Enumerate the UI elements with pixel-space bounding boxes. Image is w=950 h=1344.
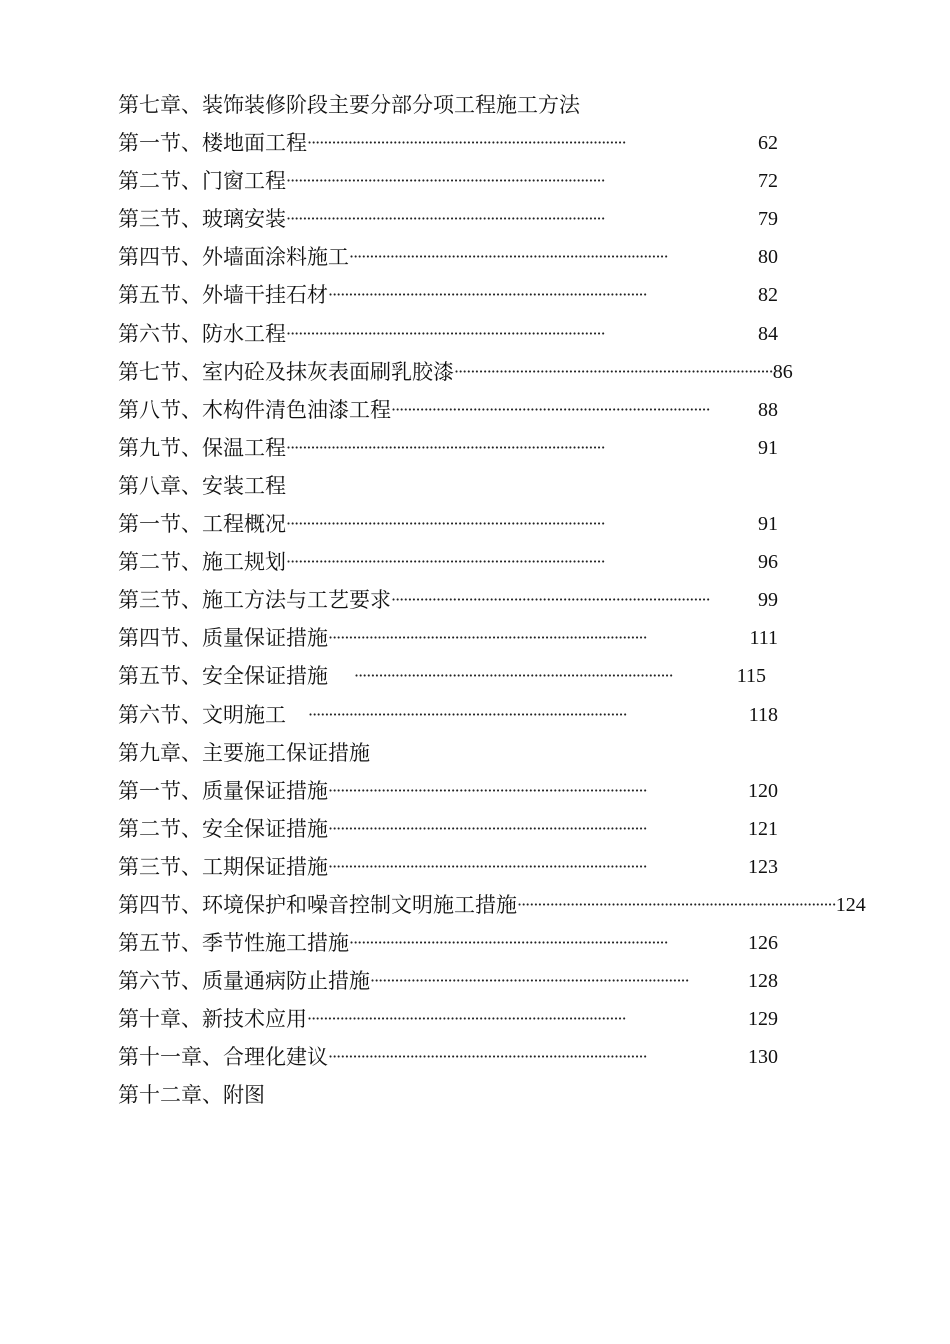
chapter-title: 第七章、装饰装修阶段主要分部分项工程施工方法 — [118, 93, 580, 117]
page-number: 124 — [835, 893, 866, 916]
toc-entry[interactable] — [118, 505, 778, 543]
toc-entry[interactable] — [118, 315, 778, 353]
toc-entry[interactable] — [118, 581, 778, 619]
toc-entry[interactable] — [118, 924, 778, 962]
entry-title: 第六节、防水工程 — [118, 321, 286, 346]
dot-leader: ·············································································· — [286, 437, 605, 457]
toc-entry[interactable] — [118, 962, 778, 1000]
toc-entry[interactable] — [118, 353, 793, 391]
toc-entry[interactable] — [118, 391, 778, 429]
dot-leader: ·············································································· — [391, 590, 710, 610]
dot-leader: ·············································································· — [307, 1009, 626, 1029]
toc-entry[interactable] — [118, 1038, 778, 1076]
page-number: 79 — [758, 208, 778, 231]
chapter-title: 第八章、安装工程 — [118, 473, 286, 498]
dot-leader: ·············································································· — [391, 399, 710, 419]
dot-leader: ·············································································· — [328, 285, 647, 305]
toc-entry[interactable] — [118, 772, 778, 810]
entry-title: 第四节、外墙面涂料施工 — [118, 245, 349, 270]
toc-entry[interactable] — [118, 276, 778, 314]
toc-entry[interactable] — [118, 886, 866, 924]
chapter-title: 第十二章、附图 — [118, 1083, 265, 1108]
entry-title: 第三节、玻璃安装 — [118, 207, 286, 232]
toc-entry[interactable] — [118, 619, 778, 657]
dot-leader: ·············································································· — [517, 894, 836, 914]
entry-title: 第四节、质量保证措施 — [118, 626, 328, 651]
dot-leader: ·············································································· — [454, 361, 773, 381]
toc-entry[interactable] — [118, 429, 778, 467]
entry-title: 第七节、室内砼及抹灰表面刷乳胶漆 — [118, 359, 454, 384]
dot-leader: ·············································································· — [286, 171, 605, 191]
page-number: 129 — [748, 1008, 778, 1031]
page-number: 86 — [772, 360, 793, 383]
entry-title: 第五节、季节性施工措施 — [118, 931, 349, 956]
entry-title: 第十章、新技术应用 — [118, 1007, 307, 1032]
page-number: 120 — [748, 779, 778, 802]
toc-entry[interactable] — [118, 1000, 778, 1038]
entry-title: 第九节、保温工程 — [118, 435, 286, 460]
chapter-heading — [118, 734, 778, 772]
page-number: 88 — [758, 398, 778, 421]
page-number: 128 — [748, 970, 778, 993]
entry-title: 第三节、施工方法与工艺要求 — [118, 588, 391, 613]
toc-entry[interactable] — [118, 848, 778, 886]
table-of-contents — [118, 86, 866, 1115]
toc-entry[interactable] — [118, 200, 778, 238]
entry-title: 第四节、环境保护和噪音控制文明施工措施 — [118, 892, 517, 917]
page-number: 130 — [748, 1046, 778, 1069]
dot-leader: ·············································································· — [328, 780, 647, 800]
dot-leader: ·············································································· — [308, 704, 627, 724]
page-number: 91 — [758, 513, 778, 536]
page-number: 72 — [758, 170, 778, 193]
dot-leader: ·············································································· — [286, 514, 605, 534]
entry-title: 第六节、质量通病防止措施 — [118, 969, 370, 994]
entry-title: 第一节、楼地面工程 — [118, 131, 307, 156]
page-number: 111 — [749, 627, 778, 650]
entry-title: 第十一章、合理化建议 — [118, 1045, 328, 1070]
dot-leader: ·············································································· — [349, 247, 668, 267]
dot-leader: ·············································································· — [328, 628, 647, 648]
page-number: 96 — [758, 551, 778, 574]
dot-leader: ·············································································· — [286, 209, 605, 229]
entry-title: 第八节、木构件清色油漆工程 — [118, 397, 391, 422]
entry-title: 第一节、质量保证措施 — [118, 778, 328, 803]
entry-title: 第二节、门窗工程 — [118, 169, 286, 194]
page-number: 99 — [758, 589, 778, 612]
toc-entry[interactable] — [118, 696, 778, 734]
dot-leader: ·············································································· — [370, 971, 689, 991]
toc-entry[interactable] — [118, 543, 778, 581]
page-number: 82 — [758, 284, 778, 307]
entry-title: 第二节、安全保证措施 — [118, 816, 328, 841]
page-number: 115 — [736, 665, 766, 688]
dot-leader: ·············································································· — [328, 856, 647, 876]
page-number: 62 — [758, 132, 778, 155]
chapter-heading — [118, 467, 778, 505]
dot-leader: ·············································································· — [307, 133, 626, 153]
entry-title: 第五节、外墙干挂石材 — [118, 283, 328, 308]
dot-leader: ·············································································· — [328, 818, 647, 838]
chapter-heading — [118, 1076, 778, 1114]
page-number: 121 — [748, 817, 778, 840]
toc-entry[interactable] — [118, 657, 778, 695]
dot-leader: ·············································································· — [349, 933, 668, 953]
toc-entry[interactable] — [118, 124, 778, 162]
page-number: 91 — [758, 436, 778, 459]
dot-leader: ·············································································· — [286, 323, 605, 343]
toc-entry[interactable] — [118, 810, 778, 848]
entry-title: 第三节、工期保证措施 — [118, 854, 328, 879]
dot-leader: ·············································································· — [328, 1047, 647, 1067]
toc-entry[interactable] — [118, 162, 778, 200]
dot-leader: ·············································································· — [354, 666, 673, 686]
entry-title: 第五节、安全保证措施 — [118, 664, 328, 689]
chapter-title: 第九章、主要施工保证措施 — [118, 740, 370, 765]
chapter-heading — [118, 86, 778, 124]
entry-title: 第六节、文明施工 — [118, 702, 286, 727]
entry-title: 第一节、工程概况 — [118, 512, 286, 537]
page-number: 80 — [758, 246, 778, 269]
page-number: 84 — [758, 322, 778, 345]
page-number: 126 — [748, 932, 778, 955]
dot-leader: ·············································································· — [286, 552, 605, 572]
entry-title: 第二节、施工规划 — [118, 550, 286, 575]
toc-entry[interactable] — [118, 238, 778, 276]
page-number: 118 — [748, 703, 778, 726]
page-number: 123 — [748, 855, 778, 878]
